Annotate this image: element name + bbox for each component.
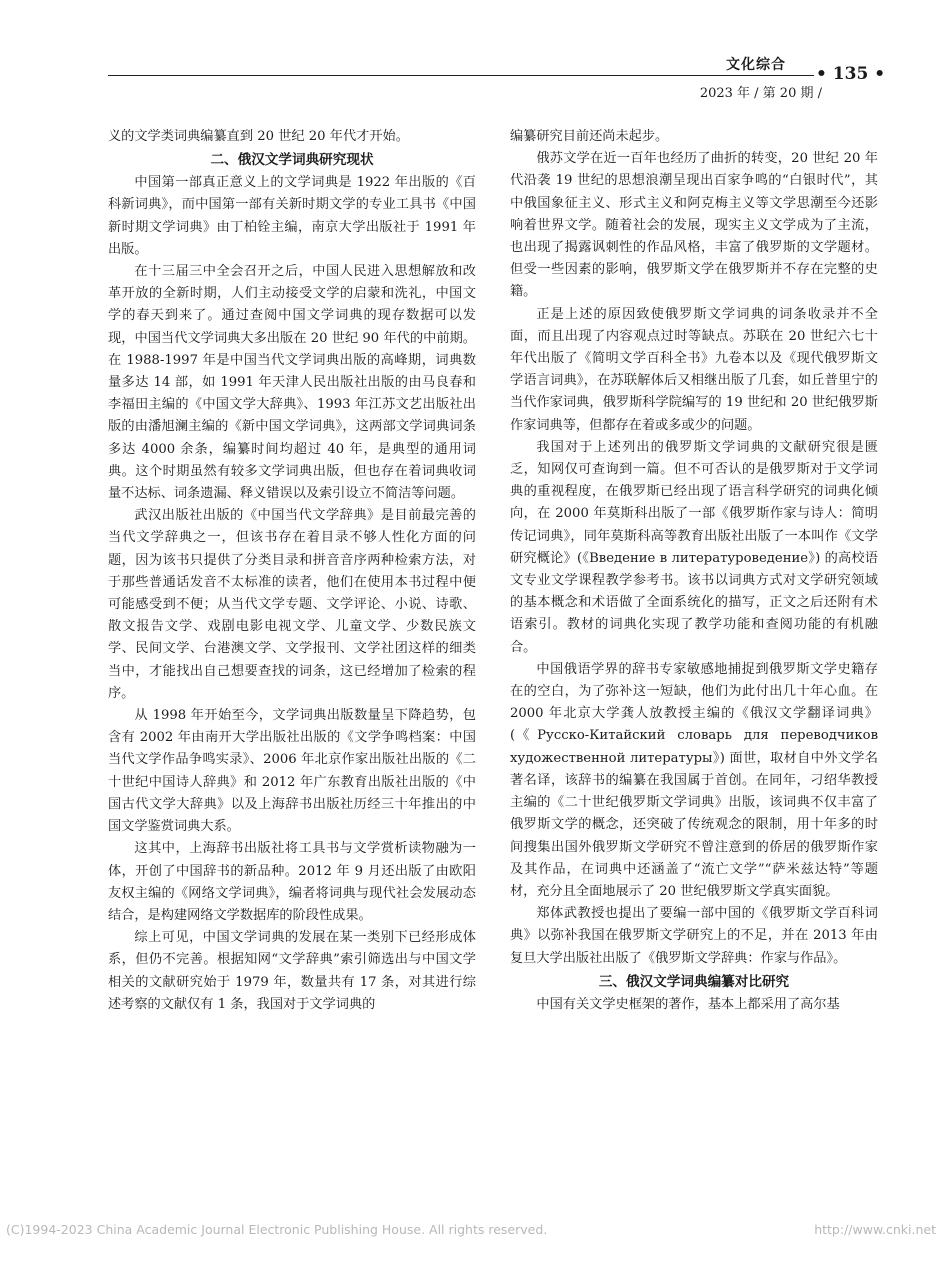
section-title: 文化综合: [726, 57, 786, 73]
paragraph: 武汉出版社出版的《中国当代文学辞典》是目前最完善的当代文学辞典之一，但该书存在着目录不够人性化方面的问题，因为该书只提供了分类目录和拼音音序两种检索方法，对于那些普通话发音不太标准的读者，他们在使用本书过程中便可能感受到不便；从当代文学专题、文学评论、小说、诗歌、散文报告文学、戏剧电影电视文学、儿童文学、少数民族文学、民间文学、台港澳文学、文学报刊、文学社团这样的细类当中，才能找出自己想要查找的词条，这已经增加了检索的程序。: [108, 508, 476, 701]
copyright-notice: (C)1994-2023 China Academic Journal Electronic Publishing House. All rights reserved.: [6, 1222, 548, 1237]
left-column: [108, 126, 476, 1016]
paragraph: 义的文学类词典编纂直到 20 世纪 20 年代才开始。: [108, 129, 409, 144]
page-header: [0, 0, 950, 100]
right-column: [510, 126, 878, 1016]
paragraph: 俄苏文学在近一百年也经历了曲折的转变，20 世纪 20 年代沿袭 19 世纪的思想浪潮呈现出百家争鸣的“白银时代”，其中俄国象征主义、形式主义和阿克梅主义等文学思潮至今还影响着世界文学。随着社会的发展，现实主义文学成为了主流，也出现了揭露讽刺性的作品风格，丰富了俄罗斯的文学题材。但受一些因素的影响，俄罗斯文学在俄罗斯并不存在完整的史籍。: [510, 151, 878, 300]
paragraph: 郑体武教授也提出了要编一部中国的《俄罗斯文学百科词典》以弥补我国在俄罗斯文学研究上的不足，并在 2013 年由复旦大学出版社出版了《俄罗斯文学辞典：作家与作品》。: [510, 906, 878, 966]
paragraph: 我国对于上述列出的俄罗斯文学词典的文献研究很是匮乏，知网仅可查询到一篇。但不可否认的是俄罗斯对于文学词典的重视程度，在俄罗斯已经出现了语言科学研究的词典化倾向，在 2000 年莫斯科出版了一部《俄罗斯作家与诗人：简明传记词典》，同年莫斯科高等教育出版社出版了一本叫作《文学研究概论》(《Введение в литературоведение》) 的高校语文专业文学课程教学参考书。该书以词典方式对文学研究领域的基本概念和术语做了全面系统化的描写，正文之后还附有术语索引。教材的词典化实现了教学功能和查阅功能的有机融合。: [510, 439, 878, 655]
paragraph: 这其中，上海辞书出版社将工具书与文学赏析读物融为一体，开创了中国辞书的新品种。2012 年 9 月还出版了由欧阳友权主编的《网络文学词典》，编者将词典与现代社会发展动态结合，是构建网络文学数据库的阶段性成果。: [108, 841, 476, 923]
page-number: • 135 •: [816, 64, 886, 84]
header-rule: [108, 75, 814, 76]
paragraph: 在十三届三中全会召开之后，中国人民进入思想解放和改革开放的全新时期，人们主动接受文学的启蒙和洗礼，中国文学的春天到来了。通过查阅中国文学词典的现存数据可以发现，中国当代文学词典大多出版在 20 世纪 90 年代的中前期。在 1988-1997 年是中国当代文学词典出版的高峰期，词典数量多达 14 部，如 1991 年天津人民出版社出版的由马良春和李福田主编的《中国文学大辞典》、1993 年江苏文艺出版社出版的由潘旭澜主编的《新中国文学词典》，这两部文学词典词条多达 4000 余条，编纂时间均超过 40 年，是典型的通用词典。这个时期虽然有较多文学词典出版，但也存在着词典收词量不达标、词条遗漏、释义错误以及索引设立不简洁等问题。: [108, 264, 476, 502]
paragraph: 中国俄语学界的辞书专家敏感地捕捉到俄罗斯文学史籍存在的空白，为了弥补这一短缺，他们为此付出几十年心血。在 2000 年北京大学龚人放教授主编的《俄汉文学翻译词典》(《Русско-Китайский словарь для переводчиков художественной литературы》) 面世，取材自中外文学名著名译，该辞书的编纂在我国属于首创。在同年，刁绍华教授主编的《二十世纪俄罗斯文学词典》出版，该词典不仅丰富了俄罗斯文学的概念，还突破了传统观念的限制，用十年多的时间搜集出国外俄罗斯文学研究不曾注意到的侨居的俄罗斯作家及其作品，在词典中还涵盖了“流亡文学”“萨米兹达特”等题材，充分且全面地展示了 20 世纪俄罗斯文学真实面貌。: [510, 661, 878, 899]
paragraph: 正是上述的原因致使俄罗斯文学词典的词条收录并不全面，而且出现了内容观点过时等缺点。苏联在 20 世纪六七十年代出版了《简明文学百科全书》九卷本以及《现代俄罗斯文学语言词典》，在苏联解体后又相继出版了几套，如丘普里宁的当代作家词典，俄罗斯科学院编写的 19 世纪和 20 世纪俄罗斯作家词典等，但都存在着或多或少的问题。: [510, 306, 878, 433]
paragraph: 编纂研究目前还尚未起步。: [510, 129, 669, 144]
paragraph: 中国第一部真正意义上的文学词典是 1922 年出版的《百科新词典》，而中国第一部有关新时期文学的专业工具书《中国新时期文学词典》由丁柏铨主编，南京大学出版社于 1991 年出版。: [108, 175, 476, 257]
footer-url: http://www.cnki.net: [814, 1222, 936, 1237]
section-heading: 二、俄汉文学词典研究现状: [210, 152, 374, 169]
issue-label: 2023 年 / 第 20 期 /: [699, 86, 822, 101]
paragraph: 从 1998 年开始至今，文学词典出版数量呈下降趋势，包含有 2002 年由南开大学出版社出版的《文学争鸣档案：中国当代文学作品争鸣实录》、2006 年北京作家出版社出版的《二十世纪中国诗人辞典》和 2012 年广东教育出版社出版的《中国古代文学大辞典》以及上海辞书出版社历经三十年推出的中国文学鉴赏词典大系。: [108, 708, 476, 835]
paragraph: 综上可见，中国文学词典的发展在某一类别下已经形成体系，但仍不完善。根据知网“文学辞典”索引筛选出与中国文学相关的文献研究始于 1979 年，数量共有 17 条，对其进行综述考察的文献仅有 1 条，我国对于文学词典的: [108, 930, 476, 1012]
section-heading: 三、俄汉文学词典编纂对比研究: [598, 973, 790, 990]
paragraph: 中国有关文学史框架的著作，基本上都采用了高尔基: [536, 996, 840, 1012]
